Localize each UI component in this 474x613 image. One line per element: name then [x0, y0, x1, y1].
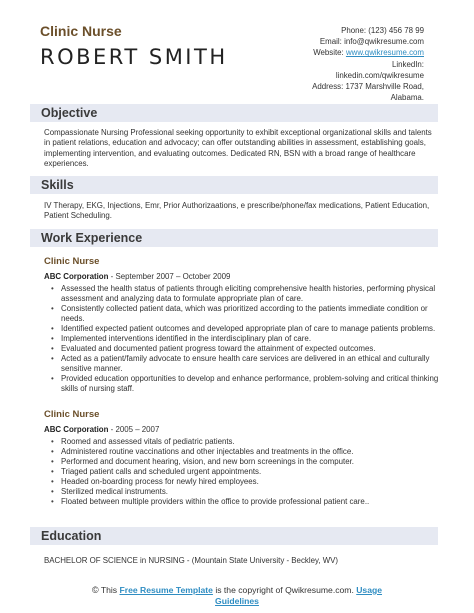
list-item: • Headed on-boarding process for newly hired employees.	[44, 477, 444, 487]
skills-heading: Skills	[30, 176, 438, 194]
linkedin-label: LinkedIn:	[391, 59, 424, 69]
copyright-icon: ©	[91, 585, 99, 595]
list-item: • Provided education opportunities to develop and enhance performance, problem-solving and critical thinking skills of nursing staff.	[44, 374, 444, 394]
list-item: • Acted as a patient/family advocate to ensure health care services are delivered in an ethical and culturally sensitive manner.	[44, 354, 444, 374]
footer-prefix: This	[98, 585, 120, 595]
usage-link[interactable]: Usage	[356, 585, 383, 595]
education-heading: Education	[30, 527, 438, 545]
list-item: • Consistently collected patient data, which was prioritized according to the patients immediate condition or needs.	[44, 304, 444, 324]
contact-email	[224, 36, 424, 47]
list-item: • Evaluated and documented patient progress toward the attainment of expected outcomes.	[44, 344, 444, 354]
job-entry	[44, 409, 444, 507]
job-bullets	[44, 284, 444, 394]
job-entry	[44, 256, 444, 394]
job-bullets	[44, 437, 444, 507]
address-line1: 1737 Marshville Road,	[345, 82, 424, 92]
experience-section	[30, 229, 438, 247]
skills-text: IV Therapy, EKG, Injections, Emr, Prior Authorizaations, e prescribe/phone/fax medications, Patient Education, Patient Scheduling.	[44, 201, 430, 221]
job-entry-meta	[44, 425, 444, 434]
list-item: • Identified expected patient outcomes and developed appropriate plan of care to manage patients problems.	[44, 324, 444, 334]
contact-phone	[224, 25, 424, 36]
list-item: • Performed and document hearing, vision, and new born screenings in the computer.	[44, 457, 444, 467]
list-item: • Triaged patient calls and scheduled urgent appointments.	[44, 467, 444, 477]
objective-heading: Objective	[30, 104, 438, 122]
job-title: Clinic Nurse	[40, 23, 122, 39]
email-value: info@qwikresume.com	[344, 37, 424, 47]
footer-middle: is the copyright of Qwikresume.com.	[212, 585, 357, 595]
job-entry-title: Clinic Nurse	[44, 409, 100, 420]
website-link[interactable]: www.qwikresume.com	[345, 48, 424, 58]
contact-block	[224, 25, 424, 103]
address-label: Address:	[312, 82, 344, 92]
resume-header	[0, 0, 474, 103]
email-label: Email:	[319, 37, 342, 47]
list-item: • Assessed the health status of patients through eliciting comprehensive health histories, performing physical assessment and analyzing data to formulate appropriate plan of care.	[44, 284, 444, 304]
address-line2: Alabama.	[390, 93, 424, 103]
job-dates: - 2005 – 2007	[108, 425, 160, 434]
list-item: • Implemented interventions identified in the interdisciplinary plan of care.	[44, 334, 444, 344]
list-item: • Administered routine vaccinations and other injectables and treatments in the office.	[44, 447, 444, 457]
list-item: • Floated between multiple providers within the office to provide professional patient care..	[44, 497, 444, 507]
free-resume-template-link[interactable]: Free Resume Template	[119, 585, 213, 595]
skills-section	[30, 176, 438, 222]
footer-line-1	[0, 585, 474, 596]
linkedin-value: linkedin.com/qwikresume	[335, 70, 424, 80]
objective-section	[30, 104, 438, 169]
contact-website	[224, 47, 424, 58]
job-dates: - September 2007 – October 2009	[108, 272, 231, 281]
experience-heading: Work Experience	[30, 229, 438, 247]
website-label: Website:	[313, 48, 344, 58]
education-section	[30, 527, 438, 545]
phone-label: Phone:	[341, 26, 367, 35]
footer-line-2	[0, 596, 474, 607]
job-entry-title: Clinic Nurse	[44, 256, 100, 267]
candidate-name: ROBERT SMITH	[40, 45, 228, 69]
job-entry-meta	[44, 272, 444, 281]
list-item: • Sterilized medical instruments.	[44, 487, 444, 497]
copyright-footer	[0, 585, 474, 606]
contact-address	[224, 81, 424, 92]
guidelines-link[interactable]: Guidelines	[215, 595, 259, 606]
job-company: ABC Corporation	[44, 425, 109, 434]
education-degree: BACHELOR OF SCIENCE in NURSING - (Mountain State University - Beckley, WV)	[44, 556, 339, 565]
objective-text: Compassionate Nursing Professional seeking opportunity to exhibit exceptional organizational skills and talents in patient relations, education and advocacy; can offer outstanding abilities in assessment, establishing goals, implementing intervention, and evaluating outcomes. Dedicated RN, BSN with a broad range of healthcare experiences.	[44, 128, 432, 168]
list-item: • Roomed and assessed vitals of pediatric patients.	[44, 437, 444, 447]
job-company: ABC Corporation	[44, 272, 109, 281]
phone-value: (123) 456 78 99	[368, 26, 424, 35]
